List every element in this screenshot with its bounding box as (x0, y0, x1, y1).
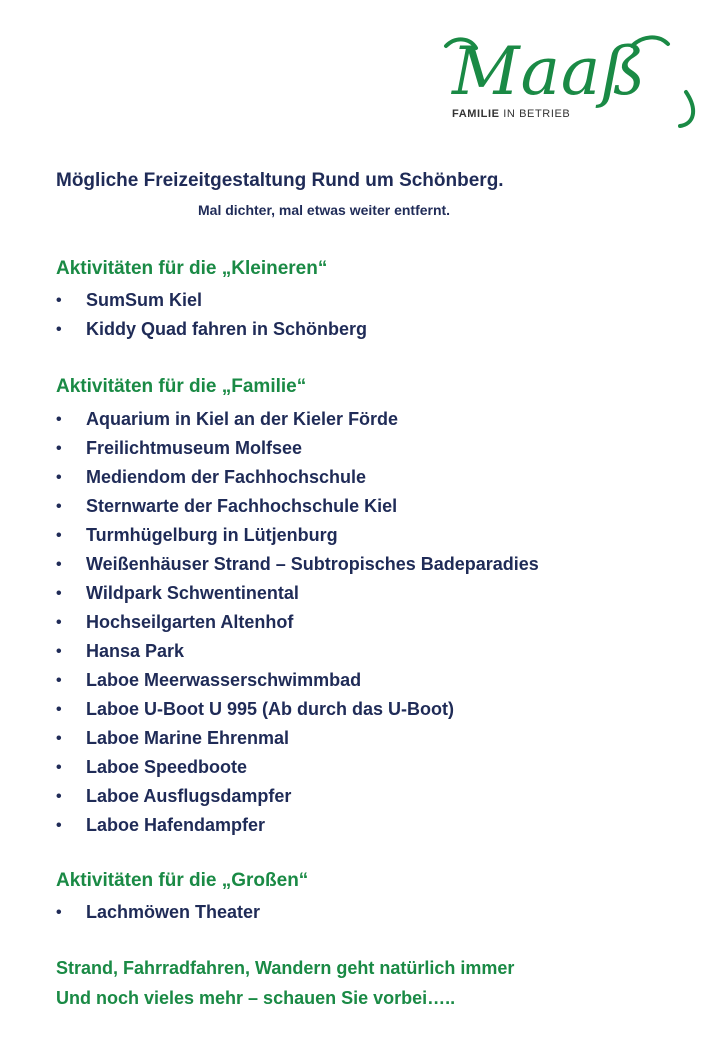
maass-logo (436, 32, 708, 132)
bullet: • (56, 701, 62, 718)
bullet: • (56, 614, 62, 631)
list-item-label: Aquarium in Kiel an der Kieler Förde (86, 409, 399, 429)
bullet: • (56, 498, 62, 515)
list-item (56, 753, 539, 782)
list-item (56, 782, 539, 811)
bullet: • (56, 730, 62, 747)
logo-tagline-bold: FAMILIE (452, 108, 500, 120)
list-item (56, 492, 539, 521)
list-item (56, 637, 539, 666)
bullet: • (56, 788, 62, 805)
footer-line-1: Strand, Fahrradfahren, Wandern geht natürlich immer (56, 958, 515, 978)
list-item-label: Lachmöwen Theater (86, 902, 261, 922)
list-item (56, 695, 539, 724)
list-item (56, 666, 539, 695)
logo-wordmark: Maaß (452, 33, 647, 110)
section-title-kleineren: Aktivitäten für die „Kleineren“ (56, 258, 328, 279)
bullet: • (56, 292, 62, 309)
logo-tagline (452, 108, 570, 120)
list-grossen (56, 898, 260, 927)
list-item-label: Laboe Ausflugsdampfer (86, 786, 292, 806)
bullet: • (56, 440, 62, 457)
list-item (56, 521, 539, 550)
list-item-label: Laboe Meerwasserschwimmbad (86, 670, 362, 690)
bullet: • (56, 527, 62, 544)
list-item (56, 434, 539, 463)
page-subtitle: Mal dichter, mal etwas weiter entfernt. (198, 202, 451, 218)
bullet: • (56, 672, 62, 689)
list-item (56, 898, 260, 927)
list-item-label: Laboe U-Boot U 995 (Ab durch das U-Boot) (86, 699, 454, 719)
list-item-label: Laboe Hafendampfer (86, 815, 266, 835)
list-kleineren (56, 286, 367, 344)
list-item-label: Laboe Marine Ehrenmal (86, 728, 290, 748)
section-title-grossen: Aktivitäten für die „Großen“ (56, 870, 309, 891)
list-item-label: SumSum Kiel (86, 290, 203, 310)
bullet: • (56, 585, 62, 602)
footer-line-2: Und noch vieles mehr – schauen Sie vorbei….. (56, 988, 456, 1008)
list-item (56, 724, 539, 753)
bullet: • (56, 643, 62, 660)
list-item (56, 579, 539, 608)
list-item-label: Hansa Park (86, 641, 185, 661)
list-item-label: Freilichtmuseum Molfsee (86, 438, 303, 458)
bullet: • (56, 321, 62, 338)
list-familie (56, 405, 539, 840)
list-item (56, 315, 367, 344)
list-item-label: Weißenhäuser Strand – Subtropisches Badeparadies (86, 554, 539, 574)
list-item (56, 405, 539, 434)
list-item (56, 608, 539, 637)
list-item-label: Kiddy Quad fahren in Schönberg (86, 319, 368, 339)
list-item (56, 550, 539, 579)
list-item (56, 811, 539, 840)
list-item-label: Hochseilgarten Altenhof (86, 612, 294, 632)
list-item-label: Laboe Speedboote (86, 757, 248, 777)
list-item (56, 463, 539, 492)
list-item-label: Turmhügelburg in Lütjenburg (86, 525, 338, 545)
list-item-label: Wildpark Schwentinental (86, 583, 299, 603)
bullet: • (56, 759, 62, 776)
bullet: • (56, 556, 62, 573)
bullet: • (56, 817, 62, 834)
list-item-label: Sternwarte der Fachhochschule Kiel (86, 496, 398, 516)
section-title-familie: Aktivitäten für die „Familie“ (56, 376, 307, 397)
bullet: • (56, 904, 62, 921)
bullet: • (56, 411, 62, 428)
page-title: Mögliche Freizeitgestaltung Rund um Schönberg. (56, 170, 504, 191)
bullet: • (56, 469, 62, 486)
list-item-label: Mediendom der Fachhochschule (86, 467, 367, 487)
logo-tagline-rest: IN BETRIEB (499, 108, 571, 120)
list-item (56, 286, 367, 315)
